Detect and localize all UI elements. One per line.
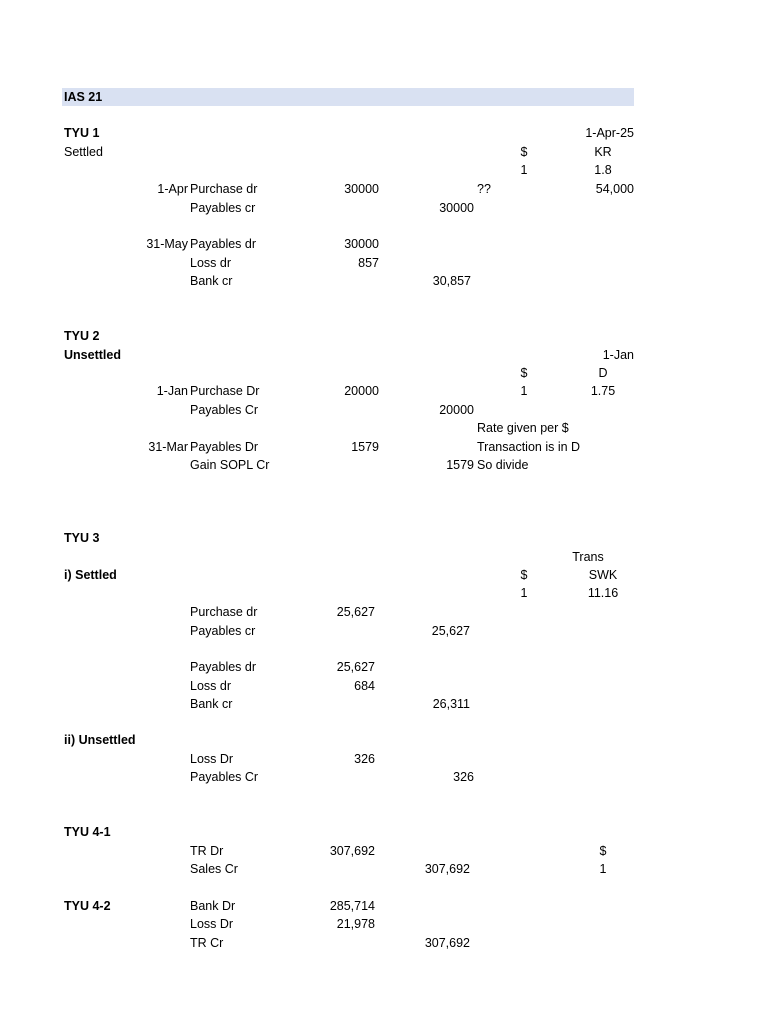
tyu2-rate-usd[interactable]: 1 bbox=[520, 384, 528, 398]
entry-account[interactable]: Bank Dr bbox=[190, 899, 236, 913]
entry-credit[interactable]: 25,627 bbox=[431, 624, 470, 638]
entry-account[interactable]: Purchase dr bbox=[190, 182, 258, 196]
title-band bbox=[62, 88, 634, 106]
entry-account[interactable]: Payables Cr bbox=[190, 770, 259, 784]
tyu1-rate-head-usd[interactable]: $ bbox=[520, 145, 528, 159]
tyu2-rate-ccy[interactable]: 1.75 bbox=[590, 384, 616, 398]
tyu1-rate-usd[interactable]: 1 bbox=[520, 163, 528, 177]
entry-account[interactable]: Payables Dr bbox=[190, 440, 259, 454]
entry-debit[interactable]: 326 bbox=[354, 752, 375, 766]
tyu3-title[interactable]: TYU 3 bbox=[64, 531, 100, 545]
tyu2-rate-head-ccy[interactable]: D bbox=[598, 366, 608, 380]
tyu4-1-title[interactable]: TYU 4-1 bbox=[64, 825, 111, 839]
entry-credit[interactable]: 307,692 bbox=[424, 862, 470, 876]
tyu2-status[interactable]: Unsettled bbox=[64, 348, 121, 362]
tyu1-title[interactable]: TYU 1 bbox=[64, 126, 100, 140]
tyu3-rate-ccy[interactable]: 11.16 bbox=[587, 586, 619, 600]
entry-credit[interactable]: 20000 bbox=[439, 403, 474, 417]
entry-debit[interactable]: 307,692 bbox=[329, 844, 375, 858]
tyu1-status[interactable]: Settled bbox=[64, 145, 103, 159]
entry-extra[interactable]: 54,000 bbox=[595, 182, 634, 196]
entry-account[interactable]: Payables cr bbox=[190, 624, 256, 638]
tyu2-rate-date[interactable]: 1-Jan bbox=[602, 348, 634, 362]
tyu4-1-rate-head-usd[interactable]: $ bbox=[599, 844, 607, 858]
entry-debit[interactable]: 25,627 bbox=[336, 660, 375, 674]
entry-account[interactable]: Payables cr bbox=[190, 201, 256, 215]
tyu4-2-title[interactable]: TYU 4-2 bbox=[64, 899, 111, 913]
entry-debit[interactable]: 285,714 bbox=[329, 899, 375, 913]
tyu2-rate-head-usd[interactable]: $ bbox=[520, 366, 528, 380]
tyu3-rate-head-usd[interactable]: $ bbox=[520, 568, 528, 582]
entry-debit[interactable]: 1579 bbox=[351, 440, 379, 454]
entry-credit[interactable]: 26,311 bbox=[432, 697, 470, 711]
entry-account[interactable]: Sales Cr bbox=[190, 862, 238, 876]
entry-account[interactable]: Purchase Dr bbox=[190, 384, 260, 398]
entry-credit[interactable]: 30,857 bbox=[432, 274, 471, 288]
tyu3-unsettled-label[interactable]: ii) Unsettled bbox=[64, 733, 136, 747]
tyu3-settled-label[interactable]: i) Settled bbox=[64, 568, 117, 582]
entry-date[interactable]: 1-Jan bbox=[156, 384, 188, 398]
entry-note[interactable]: Transaction is in D bbox=[477, 440, 581, 454]
entry-account[interactable]: Loss Dr bbox=[190, 752, 234, 766]
entry-account[interactable]: Gain SOPL Cr bbox=[190, 458, 270, 472]
entry-note[interactable]: Rate given per $ bbox=[477, 421, 569, 435]
tyu1-rate-head-ccy[interactable]: KR bbox=[594, 145, 612, 159]
entry-debit[interactable]: 21,978 bbox=[336, 917, 375, 931]
entry-date[interactable]: 1-Apr bbox=[157, 182, 188, 196]
entry-debit[interactable]: 30000 bbox=[344, 237, 379, 251]
entry-debit[interactable]: 30000 bbox=[344, 182, 379, 196]
entry-account[interactable]: TR Cr bbox=[190, 936, 224, 950]
entry-account[interactable]: Payables Cr bbox=[190, 403, 259, 417]
entry-account[interactable]: Payables dr bbox=[190, 660, 257, 674]
tyu2-title[interactable]: TYU 2 bbox=[64, 329, 100, 343]
entry-account[interactable]: Loss Dr bbox=[190, 917, 234, 931]
entry-account[interactable]: TR Dr bbox=[190, 844, 224, 858]
entry-credit[interactable]: 30000 bbox=[439, 201, 474, 215]
entry-date[interactable]: 31-May bbox=[146, 237, 188, 251]
entry-note[interactable]: ?? bbox=[477, 182, 491, 196]
tyu1-rate-ccy[interactable]: 1.8 bbox=[594, 163, 612, 177]
tyu4-1-rate-usd[interactable]: 1 bbox=[599, 862, 607, 876]
entry-date[interactable]: 31-Mar bbox=[148, 440, 188, 454]
entry-account[interactable]: Payables dr bbox=[190, 237, 257, 251]
entry-account[interactable]: Purchase dr bbox=[190, 605, 258, 619]
tyu3-rate-label[interactable]: Trans bbox=[572, 550, 604, 564]
entry-account[interactable]: Bank cr bbox=[190, 274, 233, 288]
tyu1-rate-date[interactable]: 1-Apr-25 bbox=[585, 126, 634, 140]
entry-debit[interactable]: 684 bbox=[354, 679, 375, 693]
tyu3-rate-head-ccy[interactable]: SWK bbox=[588, 568, 618, 582]
tyu3-rate-usd[interactable]: 1 bbox=[520, 586, 528, 600]
entry-credit[interactable]: 326 bbox=[453, 770, 474, 784]
entry-credit[interactable]: 307,692 bbox=[424, 936, 470, 950]
entry-account[interactable]: Loss dr bbox=[190, 679, 231, 693]
entry-credit[interactable]: 1579 bbox=[446, 458, 474, 472]
entry-debit[interactable]: 20000 bbox=[344, 384, 379, 398]
entry-account[interactable]: Bank cr bbox=[190, 697, 233, 711]
sheet-title[interactable]: IAS 21 bbox=[64, 90, 103, 104]
entry-account[interactable]: Loss dr bbox=[190, 256, 231, 270]
entry-debit[interactable]: 857 bbox=[358, 256, 379, 270]
entry-debit[interactable]: 25,627 bbox=[336, 605, 375, 619]
entry-note[interactable]: So divide bbox=[477, 458, 529, 472]
